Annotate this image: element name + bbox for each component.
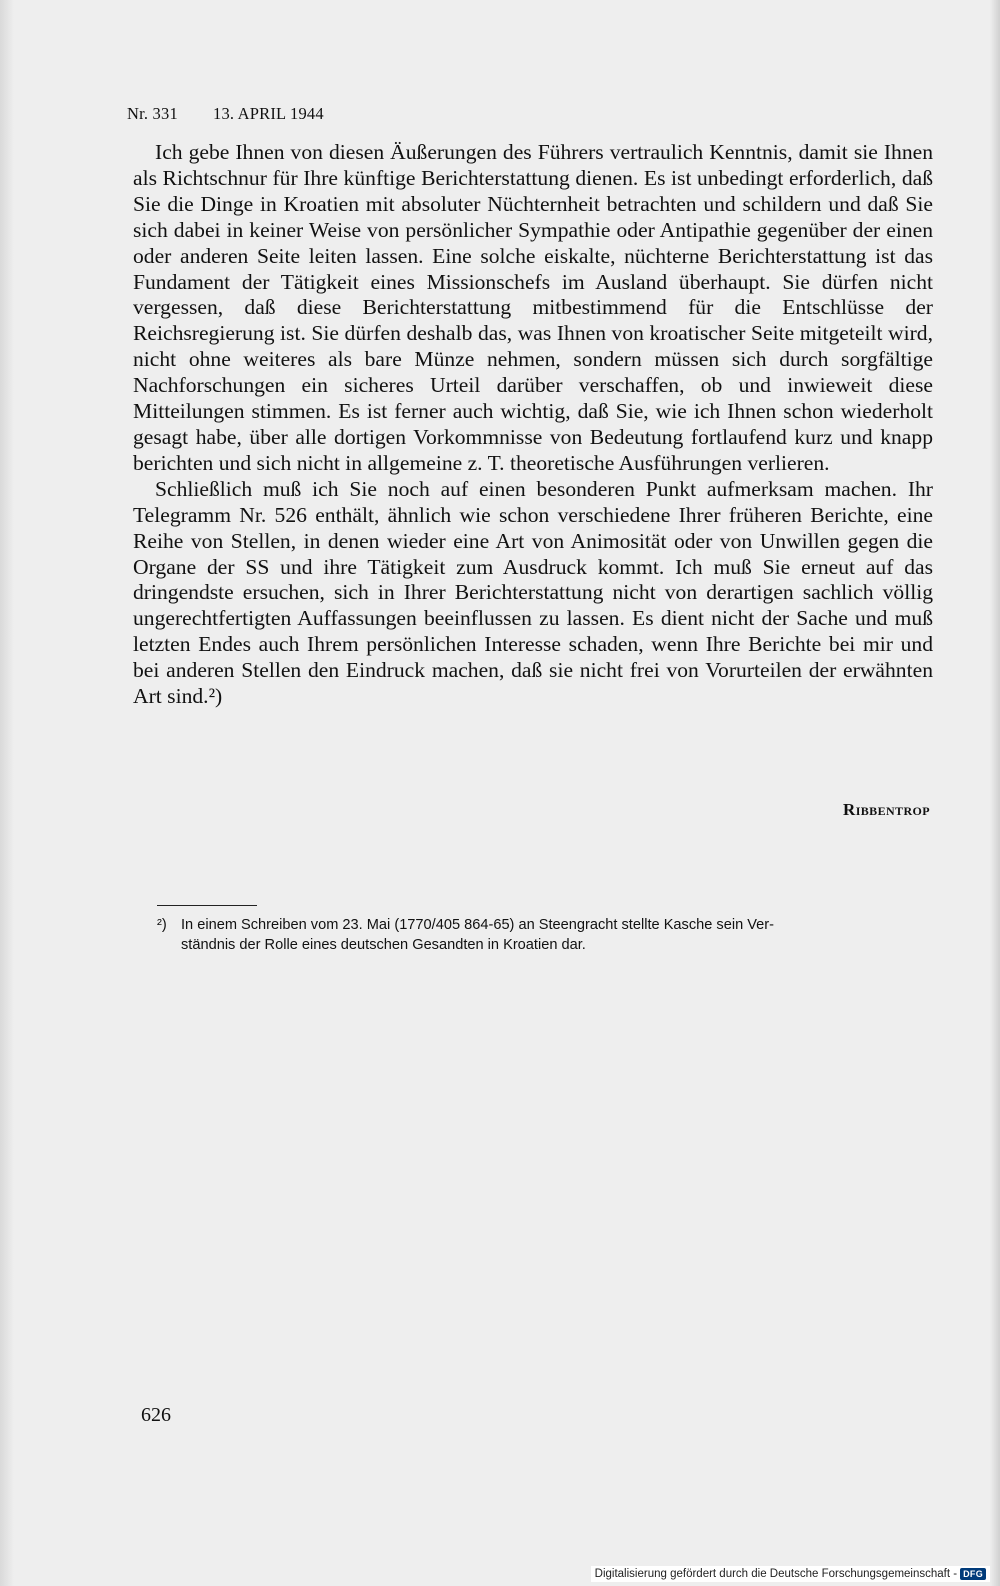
footnote-line: ständnis der Rolle eines deutschen Gesandten in Kroatien dar. — [181, 937, 586, 953]
footnote — [157, 915, 937, 955]
digitization-credit — [591, 1566, 990, 1582]
document-number: Nr. 331 — [127, 104, 178, 123]
footnote-line — [157, 915, 937, 935]
credit-text: Digitalisierung gefördert durch die Deutsche Forschungsgemeinschaft - — [594, 1568, 958, 1580]
page-number: 626 — [141, 1404, 171, 1426]
signature: Ribbentrop — [843, 800, 930, 819]
footnote-mark: ²) — [157, 917, 167, 933]
footnote-text: In einem Schreiben vom 23. Mai (1770/405 864-65) an Steengracht stellte Kasche sein Ver- — [181, 917, 775, 933]
paragraph: Schließlich muß ich Sie noch auf einen besonderen Punkt aufmerksam machen. Ihr Telegramm Nr. 526 enthält, ähnlich wie schon verschiedene Ihrer früheren Berichte, eine Reihe von Stellen, in denen wieder eine Art von Animosität oder von Unwillen gegen die Organe der SS und ihre Tätigkeit zum Ausdruck kommt. Ich muß Sie erneut auf das dringendste ersuchen, sich in Ihrer Berichterstattung nicht von derartigen sachlich völlig ungerechtfertigten Auffassungen beeinflussen zu lassen. Es dient nicht der Sache und muß letzten Endes auch Ihrem persönlichen Interesse schaden, wenn Ihre Berichte bei mir und bei anderen Stellen den Eindruck machen, daß sie nicht frei von Vorurteilen der erwähnten Art sind.²) — [133, 476, 933, 709]
document-date: 13. APRIL 1944 — [213, 104, 324, 123]
body-text — [133, 140, 933, 710]
running-head — [127, 104, 324, 124]
footnote-divider — [157, 905, 257, 906]
paragraph: Ich gebe Ihnen von diesen Äußerungen des Führers vertraulich Kenntnis, damit sie Ihnen als Richtschnur für Ihre künftige Berichterstattung dienen. Es ist unbedingt erforderlich, daß Sie die Dinge in Kroatien mit absoluter Nüchternheit betrachten und schildern und daß Sie sich dabei in keiner Weise von persönlicher Sympathie oder Antipathie gegenüber der einen oder anderen Seite leiten lassen. Eine solche eiskalte, nüchterne Berichterstattung ist das Fundament der Tätigkeit eines Missionschefs im Ausland überhaupt. Sie dürfen nicht vergessen, daß diese Berichterstattung mitbestimmend für die Entschlüsse der Reichsregierung ist. Sie dürfen deshalb das, was Ihnen von kroatischer Seite mitgeteilt wird, nicht ohne weiteres als bare Münze nehmen, sondern müssen sich durch sorgfältige Nachforschungen ein sicheres Urteil darüber verschaffen, ob und inwieweit diese Mitteilungen stimmen. Es ist ferner auch wichtig, daß Sie, wie ich Ihnen schon wiederholt gesagt habe, über alle dortigen Vorkommnisse von Bedeutung fortlaufend kurz und knapp berichten und sich nicht in allgemeine z. T. theoretische Ausführungen verlieren. — [133, 140, 933, 475]
dfg-logo: DFG — [960, 1568, 986, 1580]
